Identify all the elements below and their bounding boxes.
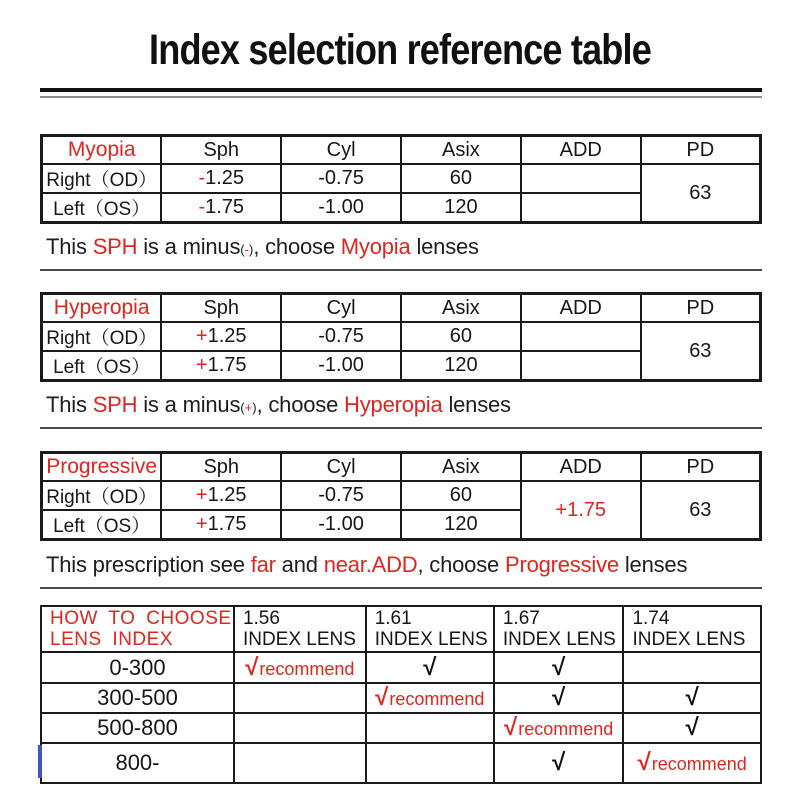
lens-index-header-row — [41, 606, 761, 652]
hyperopia-right-cyl: -0.75 — [281, 322, 401, 351]
caption-highlight-far: far — [250, 552, 276, 577]
row-label-right-od: Right（OD） — [42, 322, 162, 351]
progressive-right-asix: 60 — [401, 481, 521, 510]
range-label: 500-800 — [41, 713, 234, 743]
recommend-label: recommend — [651, 754, 747, 774]
sph-sign: + — [195, 354, 208, 376]
col-header-pd: PD — [641, 294, 761, 323]
col-header-asix: Asix — [401, 136, 521, 165]
progressive-table-title: Progressive — [42, 453, 162, 482]
col-header-cyl: Cyl — [281, 453, 401, 482]
myopia-left-asix: 120 — [401, 193, 521, 223]
check-icon: √ — [552, 684, 566, 711]
myopia-right-sph: -1.25 — [161, 164, 281, 193]
sph-sign: - — [198, 196, 206, 218]
progressive-pd-value: 63 — [641, 481, 761, 540]
myopia-left-add-empty — [521, 193, 641, 223]
col-header-add: ADD — [521, 294, 641, 323]
table-row — [42, 481, 761, 510]
recommend-label: recommend — [518, 719, 614, 739]
progressive-right-sph: +1.25 — [161, 481, 281, 510]
cell-0-300-1.56 — [234, 652, 366, 683]
col-header-cyl: Cyl — [281, 294, 401, 323]
how-to-choose-header: HOW TO CHOOSE LENS INDEX — [41, 606, 234, 652]
page-title: Index selection reference table — [149, 26, 651, 74]
hyperopia-left-cyl: -1.00 — [281, 351, 401, 381]
row-label-left-os: Left（OS） — [42, 510, 162, 540]
col-header-asix: Asix — [401, 453, 521, 482]
range-row-500-800 — [41, 713, 761, 743]
range-row-300-500 — [41, 683, 761, 713]
col-header-asix: Asix — [401, 294, 521, 323]
caption-highlight-near-add: near.ADD — [323, 552, 418, 577]
caption-sign-note: (-) — [240, 242, 254, 257]
myopia-table-title: Myopia — [42, 136, 162, 165]
myopia-pd-value: 63 — [641, 164, 761, 223]
table-header-row — [42, 453, 761, 482]
range-label: 300-500 — [41, 683, 234, 713]
caption-sign-note: (+) — [240, 400, 257, 415]
range-label: 0-300 — [41, 652, 234, 683]
cell-800-1.74 — [623, 743, 761, 783]
progressive-left-cyl: -1.00 — [281, 510, 401, 540]
cell-300-500-1.67 — [494, 683, 624, 713]
sph-sign: - — [198, 167, 206, 189]
sph-sign: + — [195, 513, 208, 535]
myopia-right-cyl: -0.75 — [281, 164, 401, 193]
hyperopia-table — [40, 292, 762, 382]
check-icon: √ — [245, 653, 259, 681]
cell-800-1.56 — [234, 743, 366, 783]
sph-sign: + — [195, 325, 208, 347]
col-header-sph: Sph — [161, 453, 281, 482]
caption-highlight-hyperopia: Hyperopia — [344, 392, 443, 417]
divider-thin-line — [40, 96, 762, 98]
hyperopia-right-sph: +1.25 — [161, 322, 281, 351]
sph-sign: + — [195, 484, 208, 506]
range-row-0-300 — [41, 652, 761, 683]
myopia-right-add-empty — [521, 164, 641, 193]
col-header-1.56: 1.56 INDEX LENS — [234, 606, 366, 652]
progressive-add-value: +1.75 — [521, 481, 641, 540]
cell-800-1.67 — [494, 743, 624, 783]
cell-500-800-1.67 — [494, 713, 624, 743]
cell-0-300-1.61 — [366, 652, 494, 683]
row-label-right-od: Right（OD） — [42, 481, 162, 510]
caption-highlight-sph: SPH — [92, 392, 138, 417]
divider-thick-line — [40, 88, 762, 92]
myopia-right-asix: 60 — [401, 164, 521, 193]
progressive-left-sph: +1.75 — [161, 510, 281, 540]
table-header-row — [42, 294, 761, 323]
check-icon: √ — [504, 714, 518, 741]
check-icon: √ — [685, 714, 699, 741]
myopia-caption: This SPH is a minus(-), choose Myopia lenses — [40, 232, 762, 271]
check-icon: √ — [637, 749, 651, 776]
cell-300-500-1.56 — [234, 683, 366, 713]
caption-highlight-sph: SPH — [92, 234, 138, 259]
cell-500-800-1.56 — [234, 713, 366, 743]
hyperopia-left-add-empty — [521, 351, 641, 381]
col-header-pd: PD — [641, 136, 761, 165]
check-icon: √ — [552, 653, 566, 681]
cell-300-500-1.74 — [623, 683, 761, 713]
table-header-row — [42, 136, 761, 165]
lens-index-table — [40, 605, 762, 784]
cell-500-800-1.61 — [366, 713, 494, 743]
hyperopia-pd-value: 63 — [641, 322, 761, 381]
check-icon: √ — [375, 684, 389, 711]
col-header-sph: Sph — [161, 136, 281, 165]
col-header-cyl: Cyl — [281, 136, 401, 165]
check-icon: √ — [423, 653, 437, 681]
progressive-right-cyl: -0.75 — [281, 481, 401, 510]
check-icon: √ — [685, 684, 699, 711]
check-icon: √ — [552, 749, 566, 776]
progressive-left-asix: 120 — [401, 510, 521, 540]
table-row — [42, 164, 761, 193]
hyperopia-table-title: Hyperopia — [42, 294, 162, 323]
col-header-add: ADD — [521, 136, 641, 165]
row-label-right-od: Right（OD） — [42, 164, 162, 193]
myopia-left-cyl: -1.00 — [281, 193, 401, 223]
recommend-label: recommend — [389, 689, 485, 709]
recommend-label: recommend — [259, 658, 355, 679]
myopia-left-sph: -1.75 — [161, 193, 281, 223]
progressive-caption: This prescription see far and near.ADD, choose Progressive lenses — [40, 550, 762, 589]
row-label-left-os: Left（OS） — [42, 351, 162, 381]
myopia-table — [40, 134, 762, 224]
col-header-1.67: 1.67 INDEX LENS — [494, 606, 624, 652]
caption-highlight-myopia: Myopia — [340, 234, 411, 259]
range-row-800 — [41, 743, 761, 783]
col-header-pd: PD — [641, 453, 761, 482]
cell-0-300-1.67 — [494, 652, 624, 683]
hyperopia-right-add-empty — [521, 322, 641, 351]
table-row — [42, 322, 761, 351]
col-header-sph: Sph — [161, 294, 281, 323]
row-label-left-os: Left（OS） — [42, 193, 162, 223]
caption-highlight-progressive: Progressive — [504, 552, 619, 577]
cell-800-1.61 — [366, 743, 494, 783]
progressive-table — [40, 451, 762, 541]
cell-300-500-1.61 — [366, 683, 494, 713]
hyperopia-caption: This SPH is a minus(+), choose Hyperopia lenses — [40, 390, 762, 429]
hyperopia-left-sph: +1.75 — [161, 351, 281, 381]
col-header-add: ADD — [521, 453, 641, 482]
col-header-1.74: 1.74 INDEX LENS — [623, 606, 761, 652]
title-divider — [40, 88, 762, 98]
hyperopia-right-asix: 60 — [401, 322, 521, 351]
blue-border-artifact — [38, 745, 42, 778]
col-header-1.61: 1.61 INDEX LENS — [366, 606, 494, 652]
hyperopia-left-asix: 120 — [401, 351, 521, 381]
cell-0-300-1.74 — [623, 652, 761, 683]
range-label: 800- — [41, 743, 234, 783]
cell-500-800-1.74 — [623, 713, 761, 743]
